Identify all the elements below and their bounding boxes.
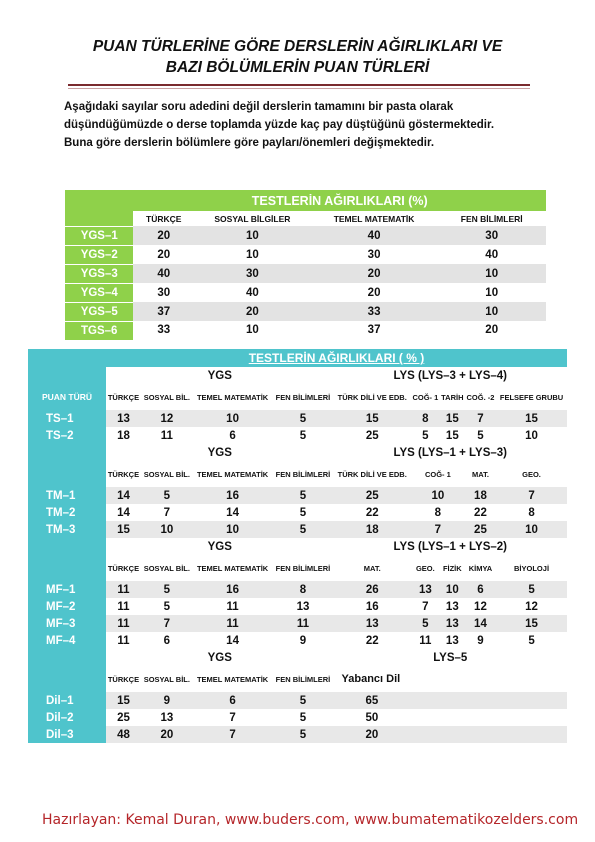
- table2-row: [28, 521, 567, 538]
- table2-cell: 15: [496, 615, 567, 632]
- table2-cell: 14: [193, 632, 273, 649]
- table2-cell: 50: [334, 709, 567, 726]
- table1-column-header: TÜRKÇE: [133, 211, 194, 226]
- table2-cell: 11: [106, 581, 141, 598]
- table1-row-label: YGS–3: [65, 264, 133, 283]
- table1-row-label: YGS–4: [65, 283, 133, 302]
- table1-cell: 20: [311, 264, 438, 283]
- title-line-1: PUAN TÜRLERİNE GÖRE DERSLERİN AĞIRLIKLARI VE: [92, 38, 503, 55]
- table2-cell: 11: [411, 632, 440, 649]
- table2-cell: 7: [141, 504, 193, 521]
- table2-cell: 9: [272, 632, 333, 649]
- table2-row-label: TS–1: [28, 410, 106, 427]
- table2-cell: 8: [411, 504, 465, 521]
- table2-cell: 10: [193, 521, 273, 538]
- table2-row-label: MF–4: [28, 632, 106, 649]
- table2-row: [28, 598, 567, 615]
- table2-corner: [28, 349, 106, 367]
- table2-column-label-cell: [28, 555, 106, 581]
- table1-cell: 40: [485, 248, 499, 261]
- table1-cell: 10: [437, 264, 546, 283]
- table1-cell: 40: [133, 264, 194, 283]
- table2-column-header: TÜRKÇE: [107, 674, 140, 684]
- puan-turu-label: PUAN TÜRÜ: [28, 384, 106, 410]
- table1-row-label: YGS–5: [65, 302, 133, 321]
- table2-column-header: TEMEL MATEMATİK: [196, 392, 269, 402]
- table2-cell: 13: [440, 632, 465, 649]
- table1-cell: 30: [367, 248, 381, 261]
- table2-cell: 5: [272, 521, 333, 538]
- table2-cell: 7: [411, 521, 465, 538]
- table2-cell: 11: [193, 598, 273, 615]
- table2-column-header: TÜRK DİLİ VE EDB.: [337, 392, 407, 402]
- table1-row: [65, 283, 546, 302]
- table1-row: [65, 321, 546, 340]
- table2-cell: 26: [334, 581, 411, 598]
- table2-cell: 22: [334, 504, 411, 521]
- page-title: [0, 36, 595, 78]
- table2-row: [28, 504, 567, 521]
- table2-cell: 22: [465, 504, 496, 521]
- table2-cell: 13: [440, 615, 465, 632]
- table2-row-label: TM–2: [28, 504, 106, 521]
- table2-group-label-cell: [28, 649, 106, 666]
- table2-column-header: SOSYAL BİL.: [143, 563, 190, 573]
- table1-cell: 40: [311, 226, 438, 245]
- table2-cell: 7: [465, 410, 496, 427]
- table2-cell: 10: [141, 521, 193, 538]
- ygs-group-header: YGS: [207, 651, 232, 664]
- table2-row: [28, 410, 567, 427]
- table1-cell: 10: [485, 286, 499, 299]
- table2-cell: 5: [272, 709, 333, 726]
- table2-row-label: Dil–3: [28, 726, 106, 743]
- table2-column-row: [28, 461, 567, 487]
- table2-cell: 16: [334, 598, 411, 615]
- table2-cell: 5: [141, 581, 193, 598]
- table2-cell: 15: [496, 410, 567, 427]
- table2-cell: 11: [272, 615, 333, 632]
- table2-group-label-cell: [28, 538, 106, 555]
- table2-cell: 7: [141, 615, 193, 632]
- table2-row-label: Dil–1: [28, 692, 106, 709]
- table2-column-header: COĞ- 1: [424, 469, 451, 479]
- table2-cell: 14: [193, 504, 273, 521]
- table1-cell: 33: [157, 324, 171, 337]
- table1-cell: 10: [246, 248, 259, 261]
- table2-cell: 9: [465, 632, 496, 649]
- lys-group-header: LYS–5: [433, 651, 468, 664]
- table1-column-row: [65, 211, 546, 226]
- table2-row: [28, 692, 567, 709]
- table2-row: [28, 487, 567, 504]
- table2-cell: 10: [411, 487, 465, 504]
- table1-row: [65, 302, 546, 321]
- table2-cell: 25: [465, 521, 496, 538]
- table2-cell: 5: [272, 726, 333, 743]
- table2-cell: 5: [141, 598, 193, 615]
- table2-group-label-cell: [28, 444, 106, 461]
- table1-cell: 10: [194, 226, 311, 245]
- table2-cell: 5: [272, 410, 333, 427]
- table1-cell: 20: [367, 286, 381, 299]
- table2-group-row: [28, 649, 567, 666]
- table2-cell: 15: [440, 410, 465, 427]
- lys-group-header: LYS (LYS–1 + LYS–3): [393, 446, 507, 459]
- table1-cell: 30: [157, 286, 171, 299]
- table1-cell: 40: [246, 286, 259, 299]
- table2-column-header: TÜRKÇE: [107, 469, 140, 479]
- table2-column-header: GEO.: [415, 563, 435, 573]
- table2-column-header: FİZİK: [442, 563, 462, 573]
- table2-header: TESTLERİN AĞIRLIKLARI ( % ): [106, 349, 567, 367]
- table2-cell: 6: [141, 632, 193, 649]
- table2-cell: 5: [496, 581, 567, 598]
- table2-column-row: [28, 666, 567, 692]
- table2-column-header: SOSYAL BİL.: [143, 469, 190, 479]
- table2-cell: 13: [440, 598, 465, 615]
- table2-column-row: [28, 384, 567, 410]
- table1-row-label: TGS–6: [65, 321, 133, 340]
- table2-column-header: COĞ. -2: [466, 392, 495, 402]
- table2-cell: 11: [106, 598, 141, 615]
- table2-cell: 6: [193, 692, 273, 709]
- ygs-weights-table: [65, 190, 546, 340]
- table1-cell: 30: [437, 226, 546, 245]
- table1-corner: [65, 190, 133, 226]
- table2-cell: 11: [106, 632, 141, 649]
- table2-cell: 7: [193, 709, 273, 726]
- table2-cell: 8: [411, 410, 440, 427]
- title-line-2: BAZI BÖLÜMLERİN PUAN TÜRLERİ: [165, 59, 430, 76]
- lys-group-header: LYS (LYS–1 + LYS–2): [393, 540, 507, 553]
- table2-cell: 13: [334, 615, 411, 632]
- table2-cell: 13: [141, 709, 193, 726]
- table2-cell: 13: [106, 410, 141, 427]
- table2-cell: 5: [496, 632, 567, 649]
- table2-cell: 11: [106, 615, 141, 632]
- footer-credit: Hazırlayan: Kemal Duran, www.buders.com, www.bumatematikozelders.com: [42, 812, 579, 828]
- table1-header-row: [65, 190, 546, 211]
- table2-cell: 16: [193, 581, 273, 598]
- table2-cell: 11: [193, 615, 273, 632]
- table2-column-header: SOSYAL BİL.: [143, 674, 190, 684]
- table2-cell: 18: [334, 521, 411, 538]
- table2-column-header: TÜRK DİLİ VE EDB.: [337, 469, 407, 479]
- table2-group-label-cell: [28, 367, 106, 384]
- table1-row: [65, 264, 546, 283]
- table2-column-header: TÜRKÇE: [107, 392, 140, 402]
- table1-cell: 33: [311, 302, 438, 321]
- table2-row-label: MF–2: [28, 598, 106, 615]
- table2-group-row: [28, 367, 567, 384]
- table2-cell: 14: [106, 487, 141, 504]
- table2-column-label-cell: [28, 461, 106, 487]
- table2-column-row: [28, 555, 567, 581]
- table1-cell: 10: [246, 324, 259, 337]
- table2-row: [28, 709, 567, 726]
- table2-cell: 5: [272, 504, 333, 521]
- table1-row-label: YGS–2: [65, 245, 133, 264]
- table2-row-label: TS–2: [28, 427, 106, 444]
- table2-column-header: TARİH: [441, 392, 464, 402]
- table2-row-label: MF–1: [28, 581, 106, 598]
- puan-turu-weights-table: [28, 349, 567, 743]
- table2-cell: 5: [272, 487, 333, 504]
- table2-cell: 7: [496, 487, 567, 504]
- table2-cell: 20: [141, 726, 193, 743]
- table2-row-label: MF–3: [28, 615, 106, 632]
- table2-cell: 8: [496, 504, 567, 521]
- table2-cell: 5: [272, 427, 333, 444]
- table2-cell: 5: [465, 427, 496, 444]
- table2-column-header: FEN BİLİMLERİ: [275, 674, 331, 684]
- table2-row-label: TM–3: [28, 521, 106, 538]
- table2-cell: 16: [193, 487, 273, 504]
- table2-group-row: [28, 538, 567, 555]
- table2-cell: 5: [411, 615, 440, 632]
- table2-cell: 14: [106, 504, 141, 521]
- table2-cell: 25: [334, 427, 411, 444]
- table2-column-header: TEMEL MATEMATİK: [196, 674, 269, 684]
- table2-row-label: TM–1: [28, 487, 106, 504]
- table1-row-label: YGS–1: [65, 226, 133, 245]
- table2-cell: 12: [496, 598, 567, 615]
- table2-cell: 7: [411, 598, 440, 615]
- table1-header: TESTLERİN AĞIRLIKLARI (%): [133, 190, 546, 211]
- table2-column-header: TEMEL MATEMATİK: [196, 563, 269, 573]
- table2-cell: 22: [334, 632, 411, 649]
- table1-cell: 10: [437, 302, 546, 321]
- table2-cell: 20: [334, 726, 567, 743]
- table2-column-header: Yabancı Dil: [341, 672, 401, 685]
- title-rule: [68, 84, 530, 86]
- table2-cell: 5: [272, 692, 333, 709]
- table2-cell: 6: [193, 427, 273, 444]
- table2-row: [28, 726, 567, 743]
- intro-paragraph: Aşağıdaki sayılar soru adedini değil derslerin tamamını bir pasta olarak düşündüğümüzde o derse toplamda yüzde kaç pay düştüğünü göstermektedir. Buna göre derslerin bölümlere göre payları/önemleri değişmektedir.: [64, 101, 495, 149]
- table1-cell: 37: [133, 302, 194, 321]
- table2-cell: 10: [440, 581, 465, 598]
- lys-group-header: LYS (LYS–3 + LYS–4): [393, 369, 507, 382]
- table2-cell: 13: [411, 581, 440, 598]
- table2-column-header: FEN BİLİMLERİ: [275, 563, 331, 573]
- table1-cell: 30: [194, 264, 311, 283]
- table2-row: [28, 632, 567, 649]
- table1-cell: 37: [367, 324, 381, 337]
- table2-column-header: COĞ- 1: [412, 392, 439, 402]
- table2-column-header: TÜRKÇE: [107, 563, 140, 573]
- table2-cell: 15: [334, 410, 411, 427]
- table2-column-header: MAT.: [471, 469, 489, 479]
- table1-column-header: SOSYAL BİLGİLER: [194, 211, 311, 226]
- table2-cell: 8: [272, 581, 333, 598]
- table1-row: [65, 245, 546, 264]
- table2-column-header: FELSEFE GRUBU: [499, 392, 564, 402]
- table2-cell: 6: [465, 581, 496, 598]
- table2-cell: 15: [106, 692, 141, 709]
- table2-column-header: KİMYA: [468, 563, 493, 573]
- table1-cell: 20: [157, 248, 171, 261]
- table2-cell: 10: [193, 410, 273, 427]
- table2-cell: 12: [141, 410, 193, 427]
- table1-cell: 20: [194, 302, 311, 321]
- table2-cell: 15: [440, 427, 465, 444]
- table2-cell: 5: [411, 427, 440, 444]
- table2-row-label: Dil–2: [28, 709, 106, 726]
- table2-cell: 15: [106, 521, 141, 538]
- table2-cell: 9: [141, 692, 193, 709]
- table2-cell: 11: [141, 427, 193, 444]
- table2-column-header: SOSYAL BİL.: [143, 392, 190, 402]
- table2-cell: 25: [334, 487, 411, 504]
- table1-cell: 20: [133, 226, 194, 245]
- table1-column-header: TEMEL MATEMATİK: [311, 211, 438, 226]
- table2-cell: 65: [334, 692, 567, 709]
- title-rule-thin: [68, 88, 530, 89]
- table2-column-header: TEMEL MATEMATİK: [196, 469, 269, 479]
- table1-row: [65, 226, 546, 245]
- table2-column-header: FEN BİLİMLERİ: [275, 392, 331, 402]
- table2-header-row: [28, 349, 567, 367]
- table2-cell: 7: [193, 726, 273, 743]
- table1-column-header: FEN BİLİMLERİ: [437, 211, 546, 226]
- table2-cell: 10: [496, 427, 567, 444]
- table2-cell: 48: [106, 726, 141, 743]
- table1-cell: 20: [485, 324, 499, 337]
- table2-column-header: BİYOLOJİ: [514, 563, 550, 573]
- table2-column-header: FEN BİLİMLERİ: [275, 469, 331, 479]
- table2-cell: 10: [496, 521, 567, 538]
- table2-cell: 5: [141, 487, 193, 504]
- table2-cell: 14: [465, 615, 496, 632]
- table2-cell: 12: [465, 598, 496, 615]
- table2-cell: 18: [465, 487, 496, 504]
- table2-row: [28, 581, 567, 598]
- table2-cell: 18: [106, 427, 141, 444]
- table2-cell: 25: [106, 709, 141, 726]
- table2-column-label-cell: [28, 666, 106, 692]
- table2-row: [28, 615, 567, 632]
- table2-group-row: [28, 444, 567, 461]
- table2-cell: 13: [272, 598, 333, 615]
- table2-row: [28, 427, 567, 444]
- ygs-group-header: YGS: [207, 446, 232, 459]
- table2-column-header: MAT.: [363, 563, 381, 573]
- ygs-group-header: YGS: [207, 540, 232, 553]
- table2-column-header: GEO.: [522, 469, 541, 479]
- ygs-group-header: YGS: [207, 369, 232, 382]
